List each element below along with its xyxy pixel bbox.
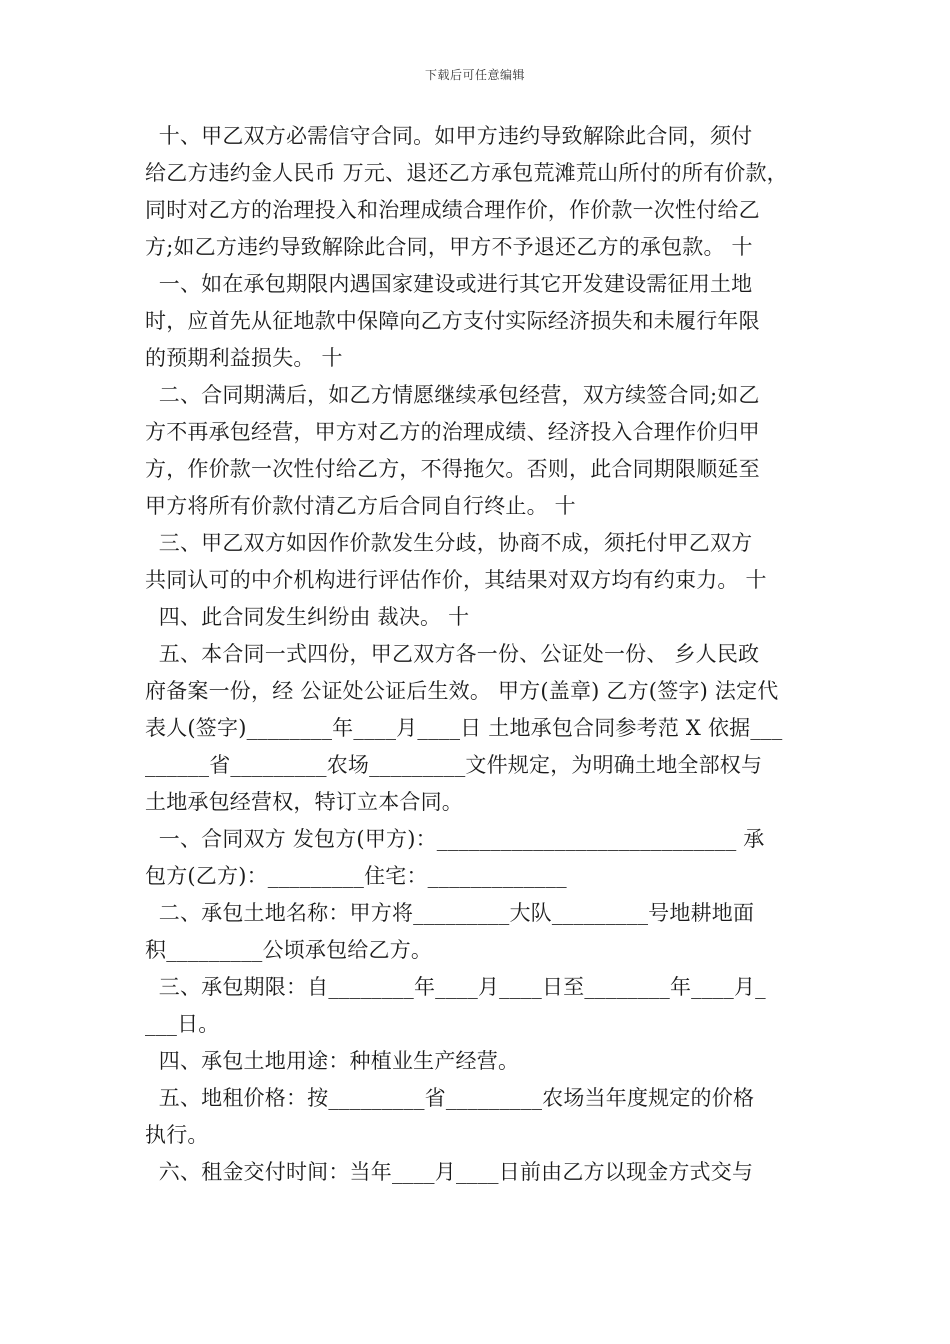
text-line: 方，作价款一次性付给乙方，不得拖欠。否则，此合同期限顺延至: [145, 457, 760, 481]
text-line: 二、合同期满后，如乙方情愿继续承包经营，双方续签合同;如乙: [145, 383, 760, 407]
text-line: ______省_________农场_________文件规定，为明确土地全部权与: [145, 753, 763, 777]
text-line: 同时对乙方的治理投入和治理成绩合理作价，作价款一次性付给乙: [145, 198, 760, 222]
text-line: 四、承包土地用途：种植业生产经营。: [145, 1049, 520, 1073]
text-line: 三、甲乙双方如因作价款发生分歧，协商不成，须托付甲乙双方: [145, 531, 753, 555]
text-line: 五、地租价格：按_________省_________农场当年度规定的价格: [145, 1086, 755, 1110]
page-header-note: 下载后可任意编辑: [424, 68, 525, 82]
contract-body: [145, 118, 813, 1191]
text-line: 府备案一份，经 公证处公证后生效。 甲方(盖章) 乙方(签字) 法定代: [145, 679, 779, 703]
text-line: ___日。: [145, 1012, 220, 1036]
text-line: 六、租金交付时间：当年____月____日前由乙方以现金方式交与: [145, 1160, 754, 1184]
text-line: 给乙方违约金人民币 万元、退还乙方承包荒滩荒山所付的所有价款，: [145, 161, 788, 185]
text-line: 表人(签字)________年____月____日 土地承包合同参考范 X 依据___: [145, 716, 783, 740]
text-line: 土地承包经营权，特订立本合同。: [145, 790, 463, 814]
text-line: 一、合同双方 发包方(甲方)：____________________________ 承: [145, 827, 765, 851]
text-line: 五、本合同一式四份，甲乙双方各一份、公证处一份、 乡人民政: [145, 642, 760, 666]
text-line: 包方(乙方)：_________住宅：_____________: [145, 864, 567, 888]
text-line: 执行。: [145, 1123, 209, 1147]
text-line: 四、此合同发生纠纷由 裁决。 十: [145, 605, 470, 629]
text-line: 共同认可的中介机构进行评估作价，其结果对双方均有约束力。 十: [145, 568, 767, 592]
text-line: 一、如在承包期限内遇国家建设或进行其它开发建设需征用土地: [145, 272, 753, 296]
text-line: 十、甲乙双方必需信守合同。如甲方违约导致解除此合同，须付: [145, 124, 753, 148]
text-line: 方;如乙方违约导致解除此合同，甲方不予退还乙方的承包款。 十: [145, 235, 753, 259]
text-line: 的预期利益损失。 十: [145, 346, 343, 370]
text-line: 积_________公顷承包给乙方。: [145, 938, 433, 962]
text-line: 时，应首先从征地款中保障向乙方支付实际经济损失和未履行年限: [145, 309, 760, 333]
text-line: 三、承包期限：自________年____月____日至________年____月_: [145, 975, 766, 999]
text-line: 二、承包土地名称：甲方将_________大队_________号地耕地面: [145, 901, 755, 925]
text-line: 方不再承包经营，甲方对乙方的治理成绩、经济投入合理作价归甲: [145, 420, 760, 444]
text-line: 甲方将所有价款付清乙方后合同自行终止。 十: [145, 494, 576, 518]
